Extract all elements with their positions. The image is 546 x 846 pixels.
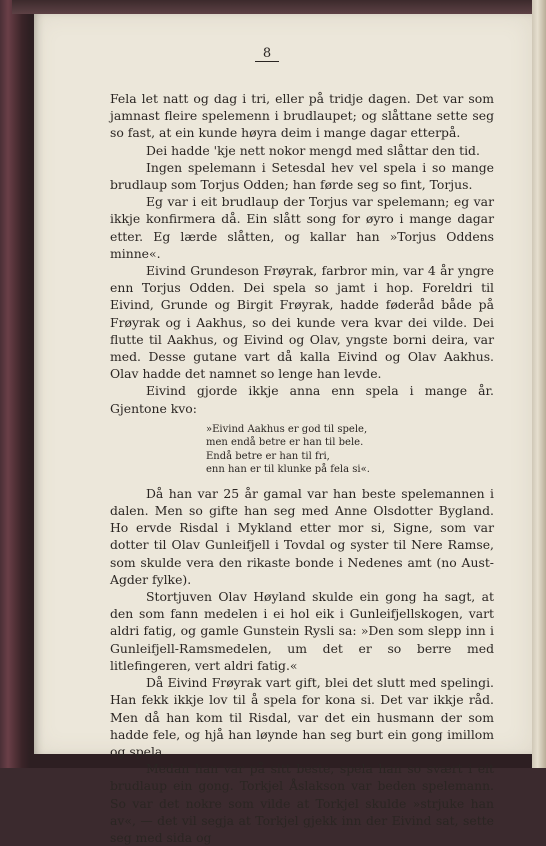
paragraph: Eivind gjorde ikkje anna enn spela i mange år. Gjentone kvo: (110, 383, 494, 416)
page-number (0, 46, 534, 61)
paragraph: Stortjuven Olav Høyland skulde ein gong ha sagt, at den som fann medelen i ei hol eik i Gunleifjellskogen, vart aldri fatig, og gamle Gunstein Rysli sa: »Den som slepp inn i Gunleifjell-Ramsmedelen, um det er so berre med litlefingeren, vert aldri fatig.« (110, 589, 494, 673)
paragraph: Ingen spelemann i Setesdal hev vel spela i so mange brudlaup som Torjus Odden; han førde seg so fint, Torjus. (110, 159, 494, 193)
verse-line: Endå betre er han til fri, (206, 450, 330, 462)
paragraph: Eivind Grundeson Frøyrak, farbror min, var 4 år yngre enn Torjus Odden. Dei spela so jamt i hop. Foreldri til Eivind, Grunde og Birgit Frøyrak, hadde føderåd både på Frøyrak og i Aakhus, so dei kunde vera kvar dei vilde. Dei flutte til Aakhus, og Eivind og Olav, yngste borni deira, var med. Desse gutane vart då kalla Eivind og Olav Aakhus. Olav hadde det namnet so lenge han levde. (110, 263, 494, 382)
paragraph: Dei hadde 'kje nett nokor mengd med slåttar den tid. (146, 142, 480, 158)
paragraph: Medan han var på sitt beste, spela han so svært i eit brudlaup ein gong. Torkjel Åslakson var beden spelemann. So var det nokre som vilde at Torkjel skulde »strjuke han av«, — det vil segja at Torkjel gjekk inn der Eivind sat, sette seg med sida og (110, 761, 494, 845)
book-top-edge (12, 0, 546, 14)
verse-block (206, 423, 494, 477)
verse-line: enn han er til klunke på fela si«. (206, 464, 370, 476)
verse-line: »Eivind Aakhus er god til spele, (206, 423, 368, 435)
page-body (110, 90, 494, 846)
paragraph: Fela let natt og dag i tri, eller på tridje dagen. Det var som jamnast fleire spelemenn i brudlaupet; og slåttane sette seg so fast, at ein kunde høyra deim i mange dagar etterpå. (110, 91, 494, 141)
paragraph: Då Eivind Frøyrak vart gift, blei det slutt med spelingi. Han fekk ikkje lov til å spela for kona si. Det var ikkje råd. Men då han kom til Risdal, var det ein husmann der som hadde fele, og hjå han løynde han seg burt ein gong imillom og spela. (110, 675, 494, 759)
page-number-text: 8 (255, 46, 279, 62)
book-page-edges (532, 0, 546, 768)
verse-line: men endå betre er han til bele. (206, 437, 364, 449)
paragraph: Eg var i eit brudlaup der Torjus var spelemann; eg var ikkje konfirmera då. Ein slått song for øyro i mange dagar etter. Eg lærde slåtten, og kallar han »Torjus Oddens minne«. (110, 194, 494, 261)
paragraph: Då han var 25 år gamal var han beste spelemannen i dalen. Men so gifte han seg med Anne Olsdotter Bygland. Ho ervde Risdal i Mykland etter mor si, Signe, som var dotter til Olav Gunleifjell i Tovdal og syster til Nere Ramse, som skulde vera den rikaste bonde i Nedenes amt (no Aust-Agder fylke). (110, 485, 494, 587)
